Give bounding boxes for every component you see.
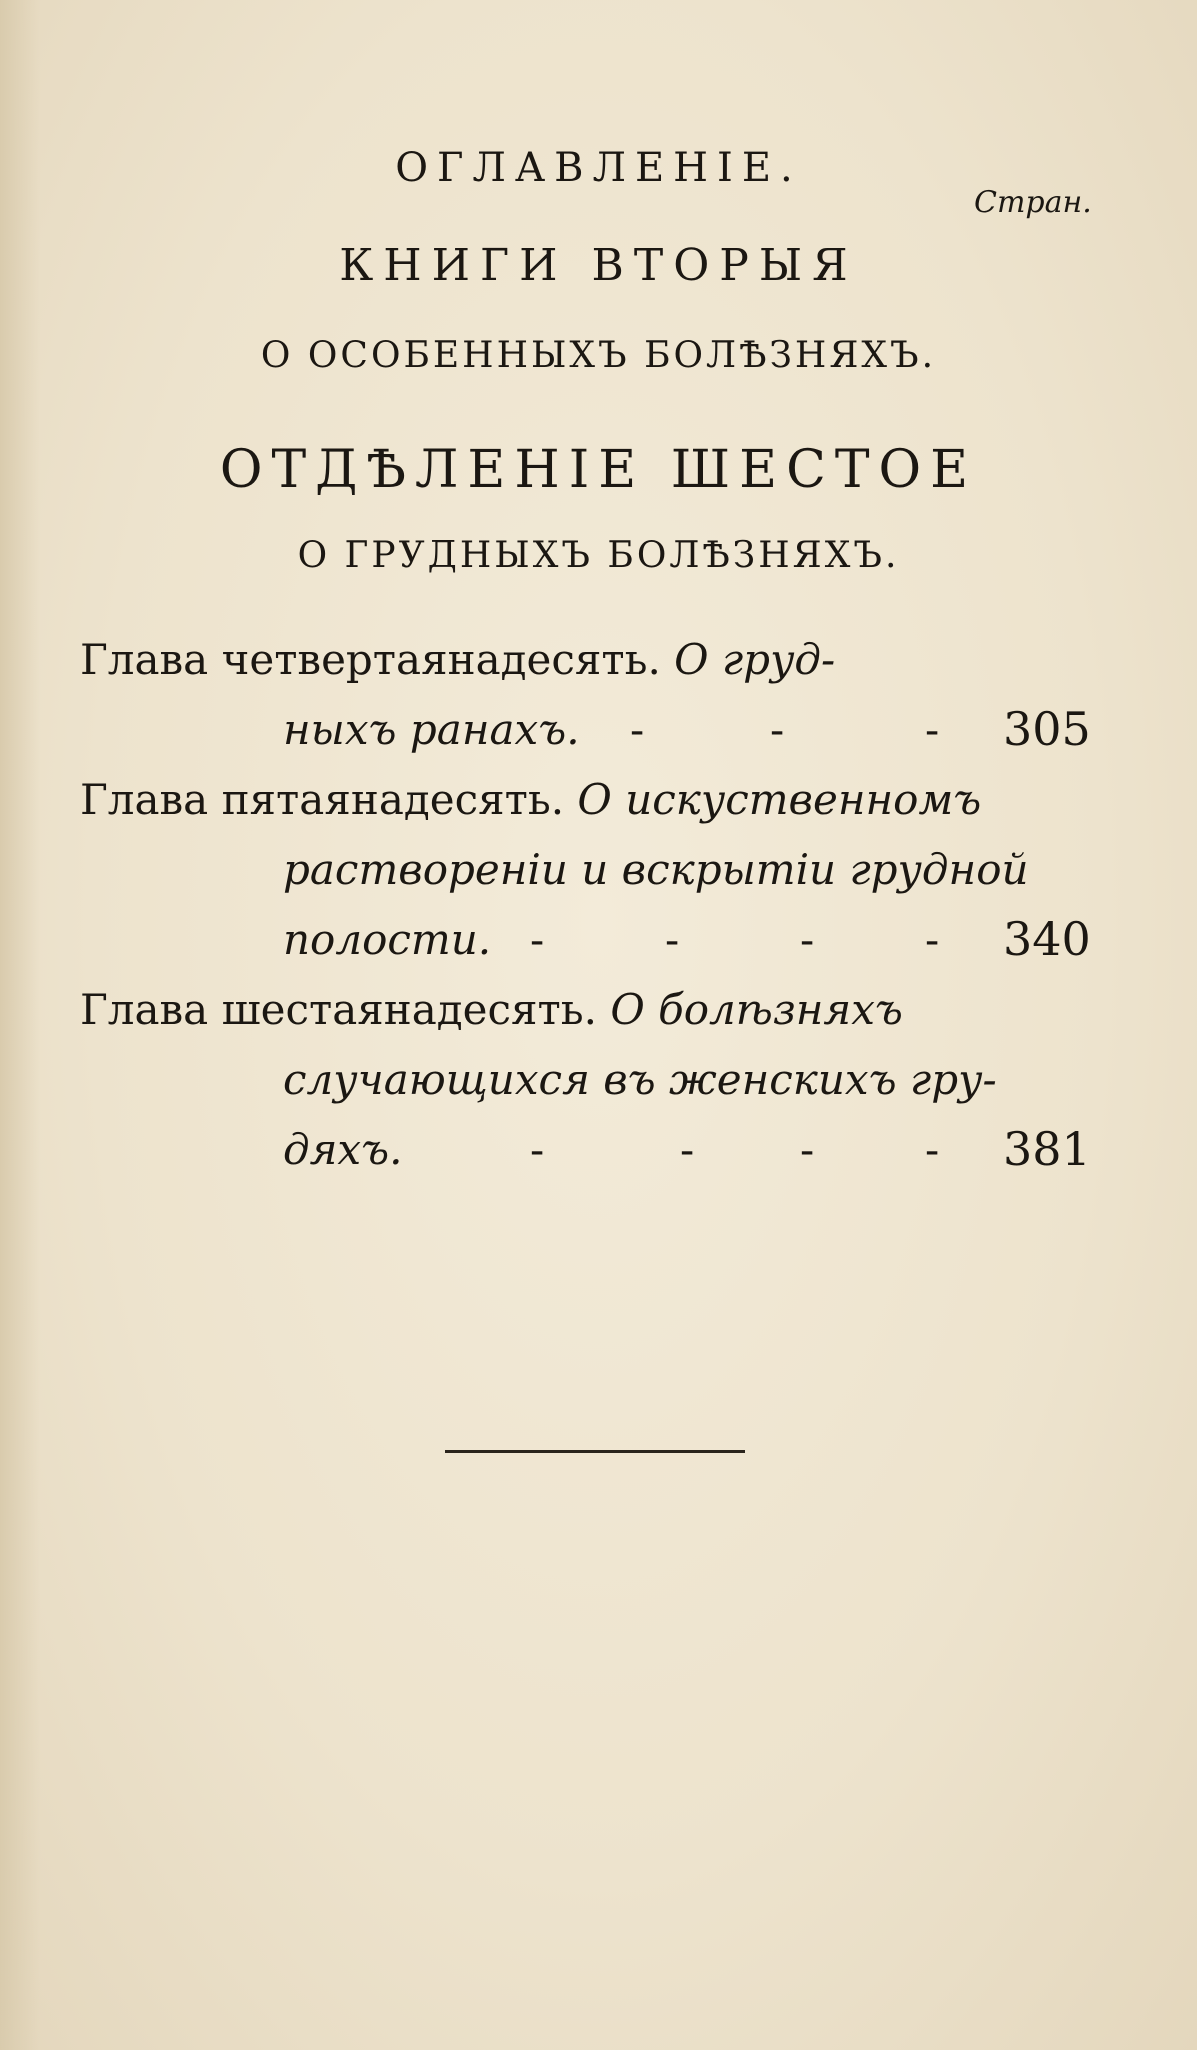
book-page: ОГЛАВЛЕНІЕ. Стран. КНИГИ ВТОРЫЯ О ОСОБЕННЫХЪ БОЛѢЗНЯХЪ. ОТДѢЛЕНІЕ ШЕСТОЕ О ГРУДНЫХЪ БОЛѢЗНЯХЪ. Глава четвертаянадесять. О груд- ныхъ ранахъ. - - - 305 Глава пятаянадесять. О искуственномъ растворенiи и вскрытiи грудной полости. - - - - 340 Глава шестаянадесять. О болѣзняхъ случающихся въ женскихъ гру- дяхъ. - - - - 381: [0, 0, 1197, 2050]
chapter-label: Глава четвертаянадесять.: [80, 635, 661, 684]
book-subtitle: О ОСОБЕННЫХЪ БОЛѢЗНЯХЪ.: [260, 335, 937, 376]
chapter-title: растворенiи и вскрытiи грудной: [283, 845, 1029, 894]
toc-entry-line: [80, 635, 835, 684]
toc-entry-line: [283, 845, 1029, 894]
chapter-title: дяхъ.: [283, 1125, 403, 1174]
toc-title: ОГЛАВЛЕНІЕ.: [395, 145, 802, 191]
page-number: 305: [1003, 702, 1091, 756]
page-spine-shadow: [0, 0, 40, 2050]
toc-entry-line: [283, 1055, 997, 1104]
horizontal-rule: [445, 1450, 745, 1453]
book-title: КНИГИ ВТОРЫЯ: [339, 240, 858, 291]
toc-entry-line: [283, 1125, 402, 1174]
page-column-header: Стран.: [974, 185, 1092, 220]
toc-entry-line: [283, 705, 580, 754]
chapter-title: О груд-: [674, 635, 836, 684]
chapter-title: случающихся въ женскихъ гру-: [283, 1055, 997, 1104]
chapter-title: О искуственномъ: [577, 775, 982, 824]
toc-entry-line: [283, 915, 491, 964]
chapter-title: ныхъ ранахъ.: [283, 705, 580, 754]
section-subtitle: О ГРУДНЫХЪ БОЛѢЗНЯХЪ.: [297, 535, 900, 576]
toc-entry-line: [80, 775, 981, 824]
chapter-title: полости.: [283, 915, 492, 964]
chapter-label: Глава пятаянадесять.: [80, 775, 565, 824]
section-title: ОТДѢЛЕНІЕ ШЕСТОЕ: [219, 440, 978, 500]
chapter-title: О болѣзняхъ: [610, 985, 903, 1034]
page-number: 381: [1003, 1122, 1091, 1176]
page-number: 340: [1003, 912, 1091, 966]
chapter-label: Глава шестаянадесять.: [80, 985, 597, 1034]
toc-entry-line: [80, 985, 903, 1034]
